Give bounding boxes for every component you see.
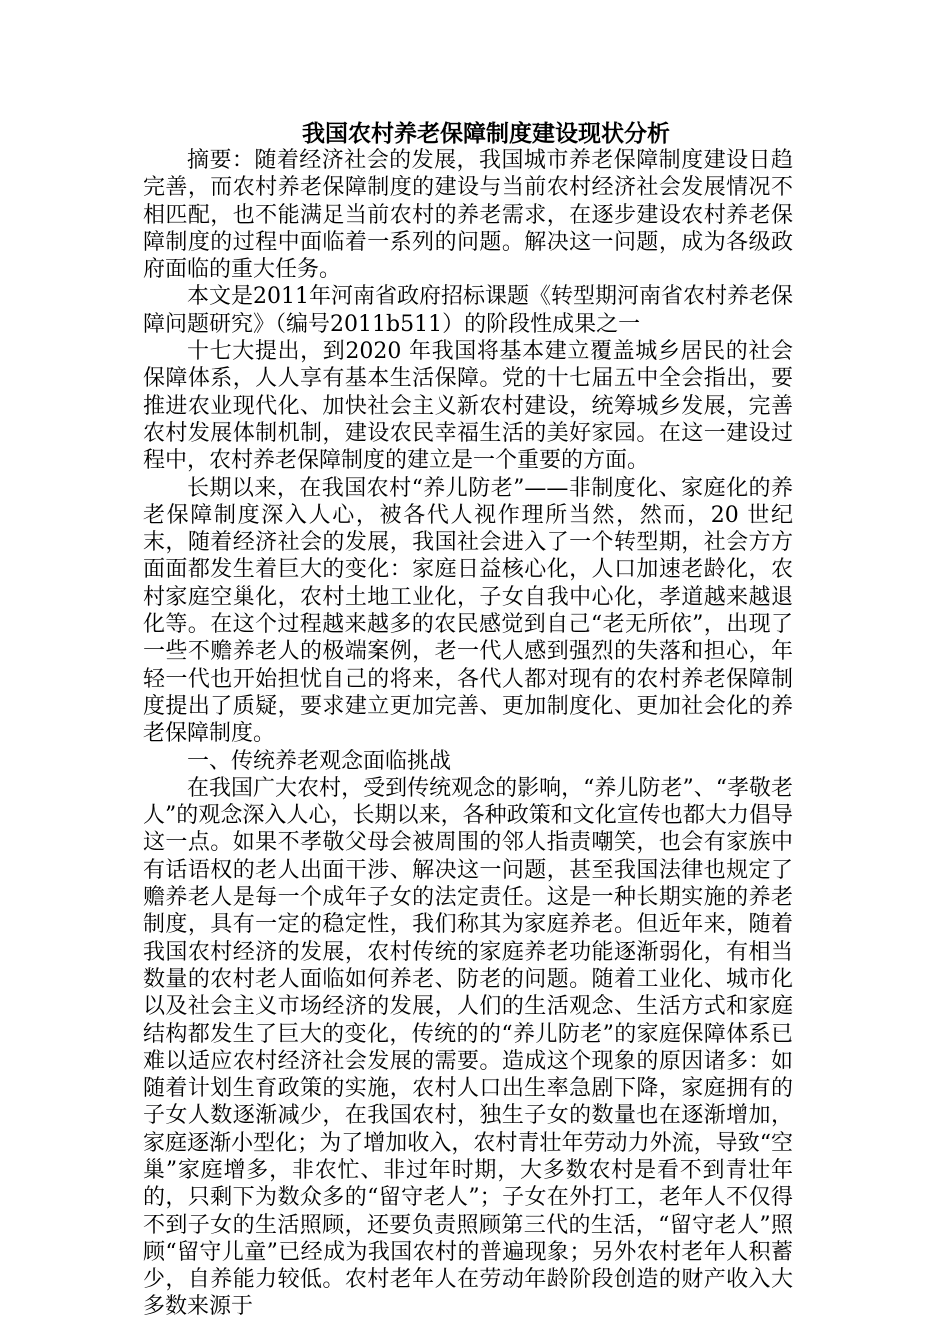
abstract-paragraph: 摘要：随着经济社会的发展，我国城市养老保障制度建设日趋完善，而农村养老保障制度的建设与当前农村经济社会发展情况不相匹配，也不能满足当前农村的养老需求，在逐步建设农村养老保障制度的过程中面临着一系列的问题。解决这一问题，成为各级政府面临的重大任务。 <box>143 148 793 283</box>
body-paragraph: 长期以来，在我国农村“养儿防老”——非制度化、家庭化的养老保障制度深入人心，被各代人视作理所当然，然而，20 世纪末，随着经济社会的发展，我国社会进入了一个转型期，社会方方面面都发生着巨大的变化：家庭日益核心化，人口加速老龄化，农村家庭空巢化，农村土地工业化，子女自我中心化，孝道越来越退化等。在这个过程越来越多的农民感觉到自己“老无所依”，出现了一些不赡养老人的极端案例，老一代人感到强烈的失落和担心，年轻一代也开始担忧自己的将来，各代人都对现有的农村养老保障制度提出了质疑，要求建立更加完善、更加制度化、更加社会化的养老保障制度。 <box>143 475 793 747</box>
funding-note-paragraph: 本文是2011年河南省政府招标课题《转型期河南省农村养老保障问题研究》（编号2011b511）的阶段性成果之一 <box>143 284 793 337</box>
document-title: 我国农村养老保障制度建设现状分析 <box>302 120 670 147</box>
section-heading: 一、传统养老观念面临挑战 <box>187 748 452 774</box>
body-paragraph: 十七大提出，到2020 年我国将基本建立覆盖城乡居民的社会保障体系，人人享有基本生活保障。党的十七届五中全会指出，要推进农业现代化、加快社会主义新农村建设，统筹城乡发展，完善农村发展体制机制，建设农民幸福生活的美好家园。在这一建设过程中，农村养老保障制度的建立是一个重要的方面。 <box>143 339 793 474</box>
body-paragraph: 在我国广大农村，受到传统观念的影响，“养儿防老”、“孝敬老人”的观念深入人心，长期以来，各种政策和文化宣传也都大力倡导这一点。如果不孝敬父母会被周围的邻人指责嘲笑，也会有家族中有话语权的老人出面干涉、解决这一问题，甚至我国法律也规定了赡养老人是每一个成年子女的法定责任。这是一种长期实施的养老制度，具有一定的稳定性，我们称其为家庭养老。但近年来，随着我国农村经济的发展，农村传统的家庭养老功能逐渐弱化，有相当数量的农村老人面临如何养老、防老的问题。随着工业化、城市化以及社会主义市场经济的发展，人们的生活观念、生活方式和家庭结构都发生了巨大的变化，传统的的“养儿防老”的家庭保障体系已难以适应农村经济社会发展的需要。造成这个现象的原因诸多：如随着计划生育政策的实施，农村人口出生率急剧下降，家庭拥有的子女人数逐渐减少，在我国农村，独生子女的数量也在逐渐增加，家庭逐渐小型化；为了增加收入，农村青壮年劳动力外流，导致“空巢”家庭增多，非农忙、非过年时期，大多数农村是看不到青壮年的，只剩下为数众多的“留守老人”；子女在外打工，老年人不仅得不到子女的生活照顾，还要负责照顾第三代的生活，“留守老人”照顾“留守儿童”已经成为我国农村的普遍现象；另外农村老年人积蓄少，自养能力较低。农村老年人在劳动年龄阶段创造的财产收入大多数来源于 <box>143 775 793 1320</box>
document-page <box>143 120 793 1321</box>
